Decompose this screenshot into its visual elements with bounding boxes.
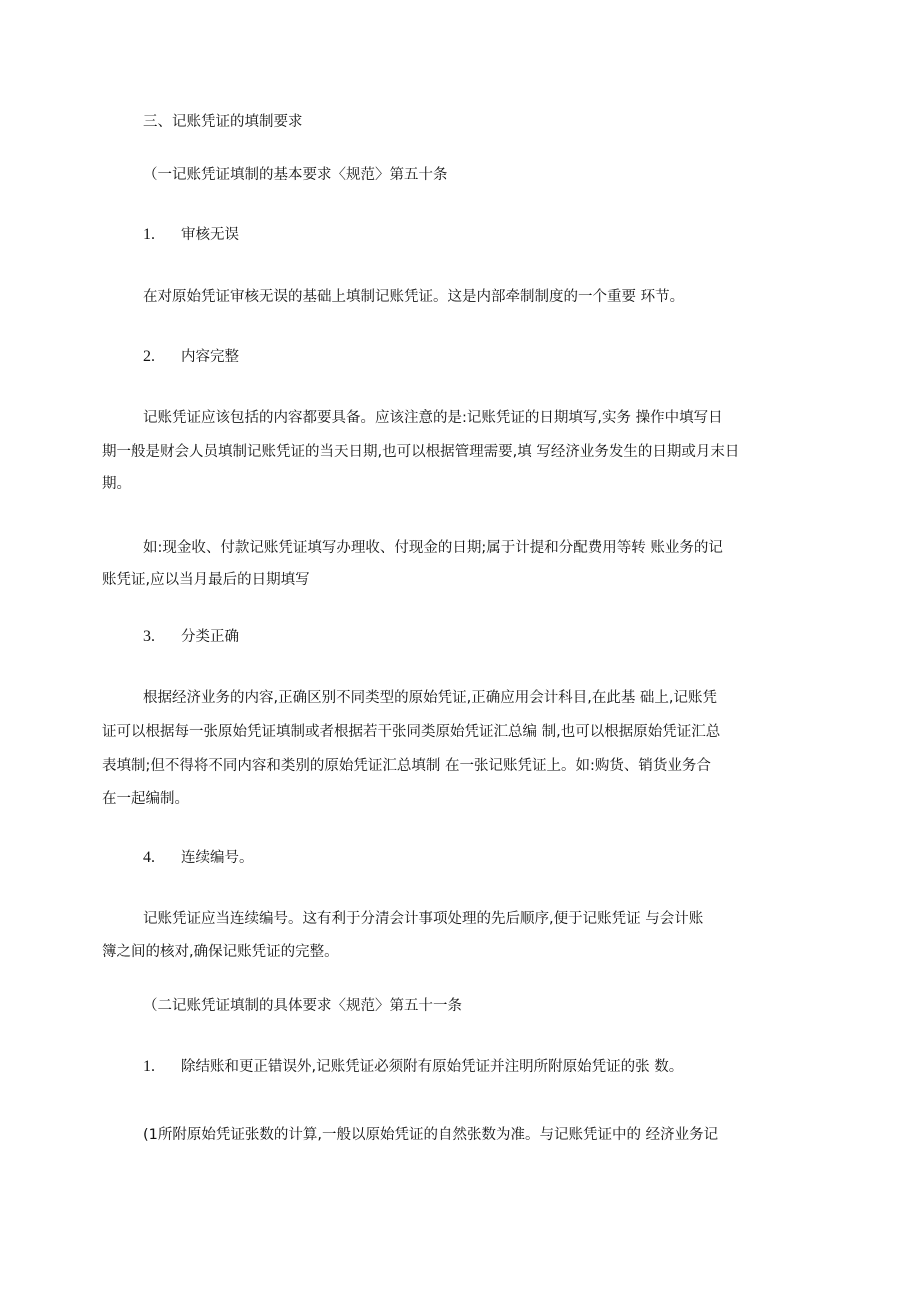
item-3-paragraph-line: 在一起编制。 [102,791,189,807]
item-3-heading [143,627,239,647]
item-1-paragraph-line: 在对原始凭证审核无误的基础上填制记账凭证。这是内部牵制制度的一个重要 环节。 [143,289,685,305]
item-2-paragraph-line: 期一般是财会人员填制记账凭证的当天日期,也可以根据管理需要,填 写经济业务发生的日期或月末日 [102,444,740,460]
item-3-number: 3. [143,628,155,645]
item-4-heading [143,848,254,868]
item-2-number: 2. [143,348,155,365]
item-3-paragraph-line: 证可以根据每一张原始凭证填制或者根据若干张同类原始凭证汇总编 制,也可以根据原始凭证汇总 [102,724,721,740]
item-3-paragraph-line: 根据经济业务的内容,正确区别不同类型的原始凭证,正确应用会计科目,在此基 础上,记账凭 [143,690,718,706]
item-2-example-line: 如:现金收、付款记账凭证填写办理收、付现金的日期;属于计提和分配费用等转 账业务的记 [143,540,723,556]
item-2-paragraph-line: 记账凭证应该包括的内容都要具备。应该注意的是:记账凭证的日期填写,实务 操作中填写日 [143,410,723,426]
item-3-paragraph-line: 表填制;但不得将不同内容和类别的原始凭证汇总填制 在一张记账凭证上。如:购货、销货业务合 [102,758,711,774]
item-2-title: 内容完整 [181,349,239,365]
subsection-1-title: （一记账凭证填制的基本要求〈规范〉第五十条 [143,167,448,183]
item-1-number: 1. [143,226,155,243]
item-2-example-line: 账凭证,应以当月最后的日期填写 [102,572,310,588]
subsection-2-item-1-text: 除结账和更正错误外,记账凭证必须附有原始凭证并注明所附原始凭证的张 数。 [181,1059,684,1075]
item-4-number: 4. [143,849,155,866]
subsection-2-item-1-number: 1. [143,1058,155,1075]
trailing-paragraph-line: (1所附原始凭证张数的计算,一般以原始凭证的自然张数为准。与记账凭证中的 经济业务记 [143,1127,719,1143]
item-1-title: 审核无误 [181,227,239,243]
item-4-paragraph-line: 簿之间的核对,确保记账凭证的完整。 [102,944,339,960]
item-4-title: 连续编号。 [181,850,254,866]
item-4-paragraph-line: 记账凭证应当连续编号。这有利于分清会计事项处理的先后顺序,便于记账凭证 与会计账 [143,911,704,927]
item-2-heading [143,347,239,367]
item-1-heading [143,225,239,245]
subsection-2-title: （二记账凭证填制的具体要求〈规范〉第五十一条 [143,998,462,1014]
item-2-paragraph-line: 期。 [102,476,131,492]
item-3-title: 分类正确 [181,629,239,645]
subsection-2-item-1 [143,1057,683,1077]
section-title: 三、记账凭证的填制要求 [143,114,303,130]
